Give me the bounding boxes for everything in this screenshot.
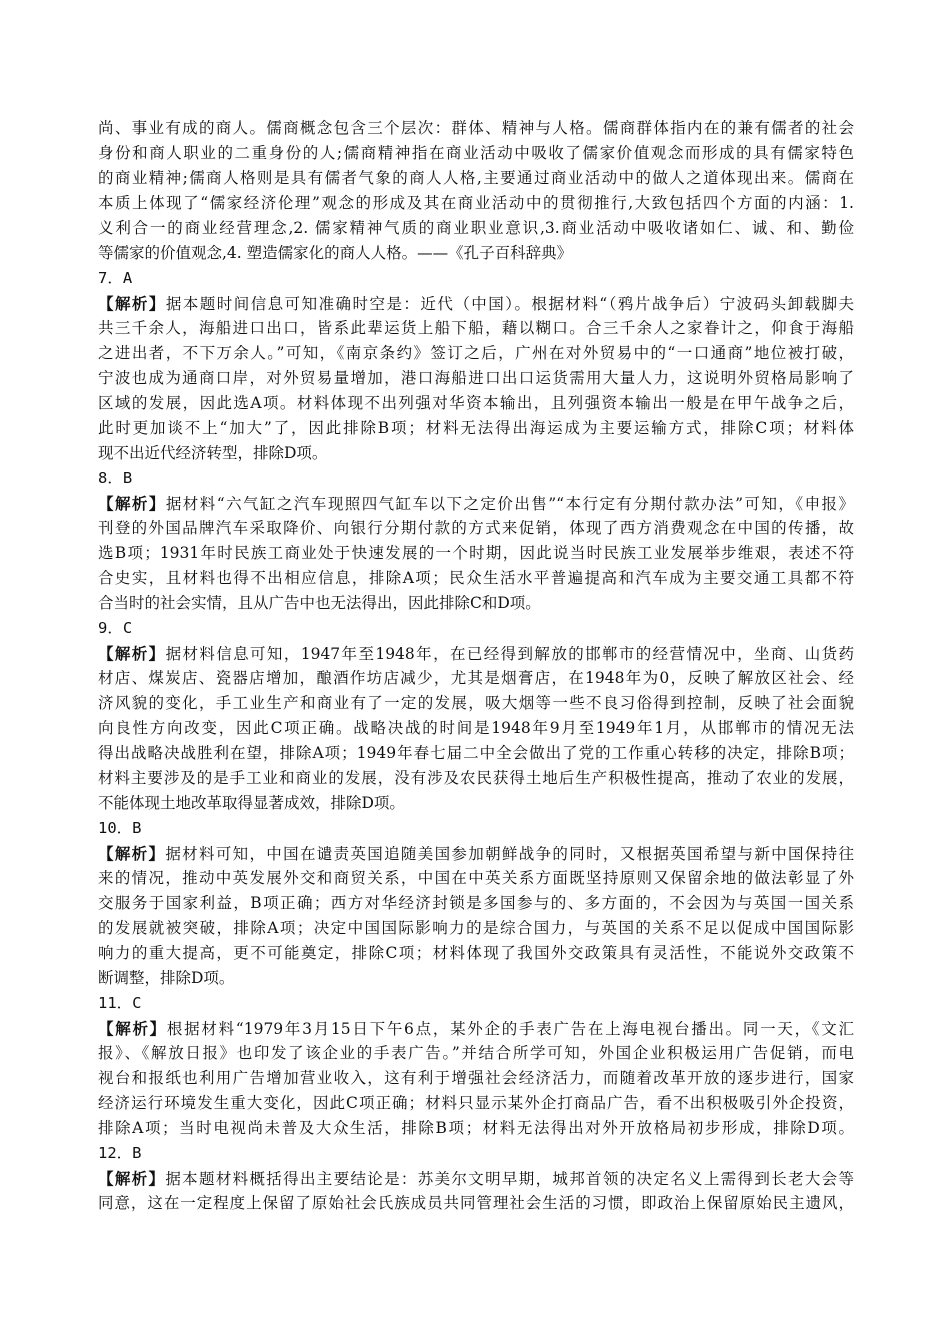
text-line: 排除A项；当时电视尚未普及大众生活，排除B项；材料无法得出对外开放格局初步形成，排除D项。	[98, 1119, 854, 1137]
text-line: 本质上体现了“儒家经济伦理”观念的形成及其在商业活动中的贯彻推行,大致包括四个方面的内涵：1.	[98, 194, 854, 212]
text-line: 的商业精神;儒商人格则是具有儒者气象的商人人格,主要通过商业活动中的做人之道体现出来。儒商在	[98, 169, 854, 187]
document-page	[98, 116, 854, 1216]
text-line: 现不出近代经济转型，排除D项。	[98, 444, 328, 462]
analysis-tag: 【解析】	[98, 494, 166, 513]
text-line: 材店、煤炭店、瓷器店增加，酿酒作坊店减少，尤其是烟膏店，在1948年为0，反映了解放区社会、经	[98, 669, 854, 687]
answer-block-11	[98, 991, 854, 1141]
analysis-tag: 【解析】	[98, 844, 166, 863]
text-line: 之进出者，不下万余人。”可知，《南京条约》签订之后，广州在对外贸易中的“一口通商”地位被打破，	[98, 344, 854, 362]
text-line	[98, 1166, 854, 1191]
text-line: 来的情况，推动中英发展外交和商贸关系，中国在中英关系方面既坚持原则又保留余地的做法彰显了外	[98, 869, 854, 887]
text-line: 断调整，排除D项。	[98, 969, 235, 987]
text-line: 向良性方向改变，因此C项正确。战略决战的时间是1948年9月至1949年1月，从邯郸市的情况无法	[98, 719, 854, 737]
analysis-text: 据本题材料概括得出主要结论是：苏美尔文明早期，城邦首领的决定名义上需得到长老大会等	[165, 1170, 854, 1188]
text-line: 合史实，且材料也得不出相应信息，排除A项；民众生活水平普遍提高和汽车成为主要交通工具都不符	[98, 569, 854, 587]
text-line	[98, 291, 854, 316]
text-line: 得出战略决战胜利在望，排除A项；1949年春七届二中全会做出了党的工作重心转移的决定，排除B项；	[98, 744, 854, 762]
answer-block-9	[98, 616, 854, 816]
text-line	[98, 1016, 854, 1041]
text-line	[98, 491, 854, 516]
text-line: 区域的发展，因此选A项。材料体现不出列强对华资本输出，且列强资本输出一般是在甲午战争之后，	[98, 394, 854, 412]
intro-paragraph	[98, 116, 854, 266]
text-line	[98, 641, 854, 666]
analysis-tag: 【解析】	[98, 1169, 166, 1188]
analysis-text: 据材料可知，中国在谴责英国追随美国参加朝鲜战争的同时，又根据英国希望与新中国保持往	[165, 845, 854, 863]
analysis-text: 据材料“六气缸之汽车现照四气缸车以下之定价出售”“本行定有分期付款办法”可知，《申报》	[165, 495, 854, 513]
text-line: 尚、事业有成的商人。儒商概念包含三个层次：群体、精神与人格。儒商群体指内在的兼有儒者的社会	[98, 119, 854, 137]
answer-key: 10．B	[98, 819, 142, 837]
text-line: 响力的重大提高，更不可能奠定，排除C项；材料体现了我国外交政策具有灵活性，不能说外交政策不	[98, 944, 854, 962]
answer-block-10	[98, 816, 854, 991]
analysis-tag: 【解析】	[98, 1019, 167, 1038]
analysis-text: 根据材料“1979年3月15日下午6点，某外企的手表广告在上海电视台播出。同一天，《文汇	[166, 1020, 854, 1038]
text-line: 此时更加谈不上“加大”了，因此排除B项；材料无法得出海运成为主要运输方式，排除C项；材料体	[98, 419, 854, 437]
text-line: 济风貌的变化，手工业生产和商业有了一定的发展，吸大烟等一些不良习俗得到控制，反映了社会面貌	[98, 694, 854, 712]
answer-key: 11．C	[98, 994, 142, 1012]
analysis-tag: 【解析】	[98, 294, 166, 313]
text-line: 等儒家的价值观念,4. 塑造儒家化的商人人格。——《孔子百科辞典》	[98, 244, 573, 262]
text-line: 同意，这在一定程度上保留了原始社会氏族成员共同管理社会生活的习惯，即政治上保留原始民主遗风，	[98, 1194, 854, 1212]
text-line: 选B项；1931年时民族工商业处于快速发展的一个时期，因此说当时民族工业发展举步维艰，表述不符	[98, 544, 854, 562]
answer-block-12	[98, 1141, 854, 1216]
answer-key: 8．B	[98, 469, 133, 487]
text-line: 经济运行环境发生重大变化，因此C项正确；材料只显示某外企打商品广告，看不出积极吸引外企投资，	[98, 1094, 854, 1112]
analysis-text: 据材料信息可知，1947年至1948年，在已经得到解放的邯郸市的经营情况中，坐商、山货药	[165, 645, 854, 663]
answer-key: 9．C	[98, 619, 133, 637]
text-line: 视台和报纸也利用广告增加营业收入，这有利于增强社会经济活力，而随着改革开放的逐步进行，国家	[98, 1069, 854, 1087]
text-line: 不能体现土地改革取得显著成效，排除D项。	[98, 794, 405, 812]
answer-block-8	[98, 466, 854, 616]
text-line: 报》、《解放日报》也印发了该企业的手表广告。”并结合所学可知，外国企业积极运用广告促销，而电	[98, 1044, 854, 1062]
text-line: 交服务于国家利益，B项正确；西方对华经济封锁是多国参与的、多方面的，不会因为与英国一国关系	[98, 894, 854, 912]
answer-key: 12．B	[98, 1144, 142, 1162]
text-line	[98, 841, 854, 866]
analysis-text: 据本题时间信息可知准确时空是：近代（中国）。根据材料“（鸦片战争后）宁波码头卸载脚夫	[165, 295, 854, 313]
answer-key: 7．A	[98, 269, 133, 287]
text-line: 宁波也成为通商口岸，对外贸易量增加，港口海船进口出口运货需用大量人力，这说明外贸格局影响了	[98, 369, 854, 387]
answer-block-7	[98, 266, 854, 466]
text-line: 身份和商人职业的二重身份的人;儒商精神指在商业活动中吸收了儒家价值观念而形成的具有儒家特色	[98, 144, 854, 162]
analysis-tag: 【解析】	[98, 644, 166, 663]
text-line: 材料主要涉及的是手工业和商业的发展，没有涉及农民获得土地后生产积极性提高，推动了农业的发展，	[98, 769, 854, 787]
text-line: 刊登的外国品牌汽车采取降价、向银行分期付款的方式来促销，体现了西方消费观念在中国的传播，故	[98, 519, 854, 537]
text-line: 的发展就被突破，排除A项；决定中国国际影响力的是综合国力，与英国的关系不足以促成中国国际影	[98, 919, 854, 937]
text-line: 共三千余人，海船进口出口，皆系此辈运货上船下船，藉以糊口。合三千余人之家眷计之，仰食于海船	[98, 319, 854, 337]
text-line: 义利合一的商业经营理念,2. 儒家精神气质的商业职业意识,3.商业活动中吸收诸如仁、诚、和、勤俭	[98, 219, 854, 237]
text-line: 合当时的社会实情，且从广告中也无法得出，因此排除C和D项。	[98, 594, 541, 612]
